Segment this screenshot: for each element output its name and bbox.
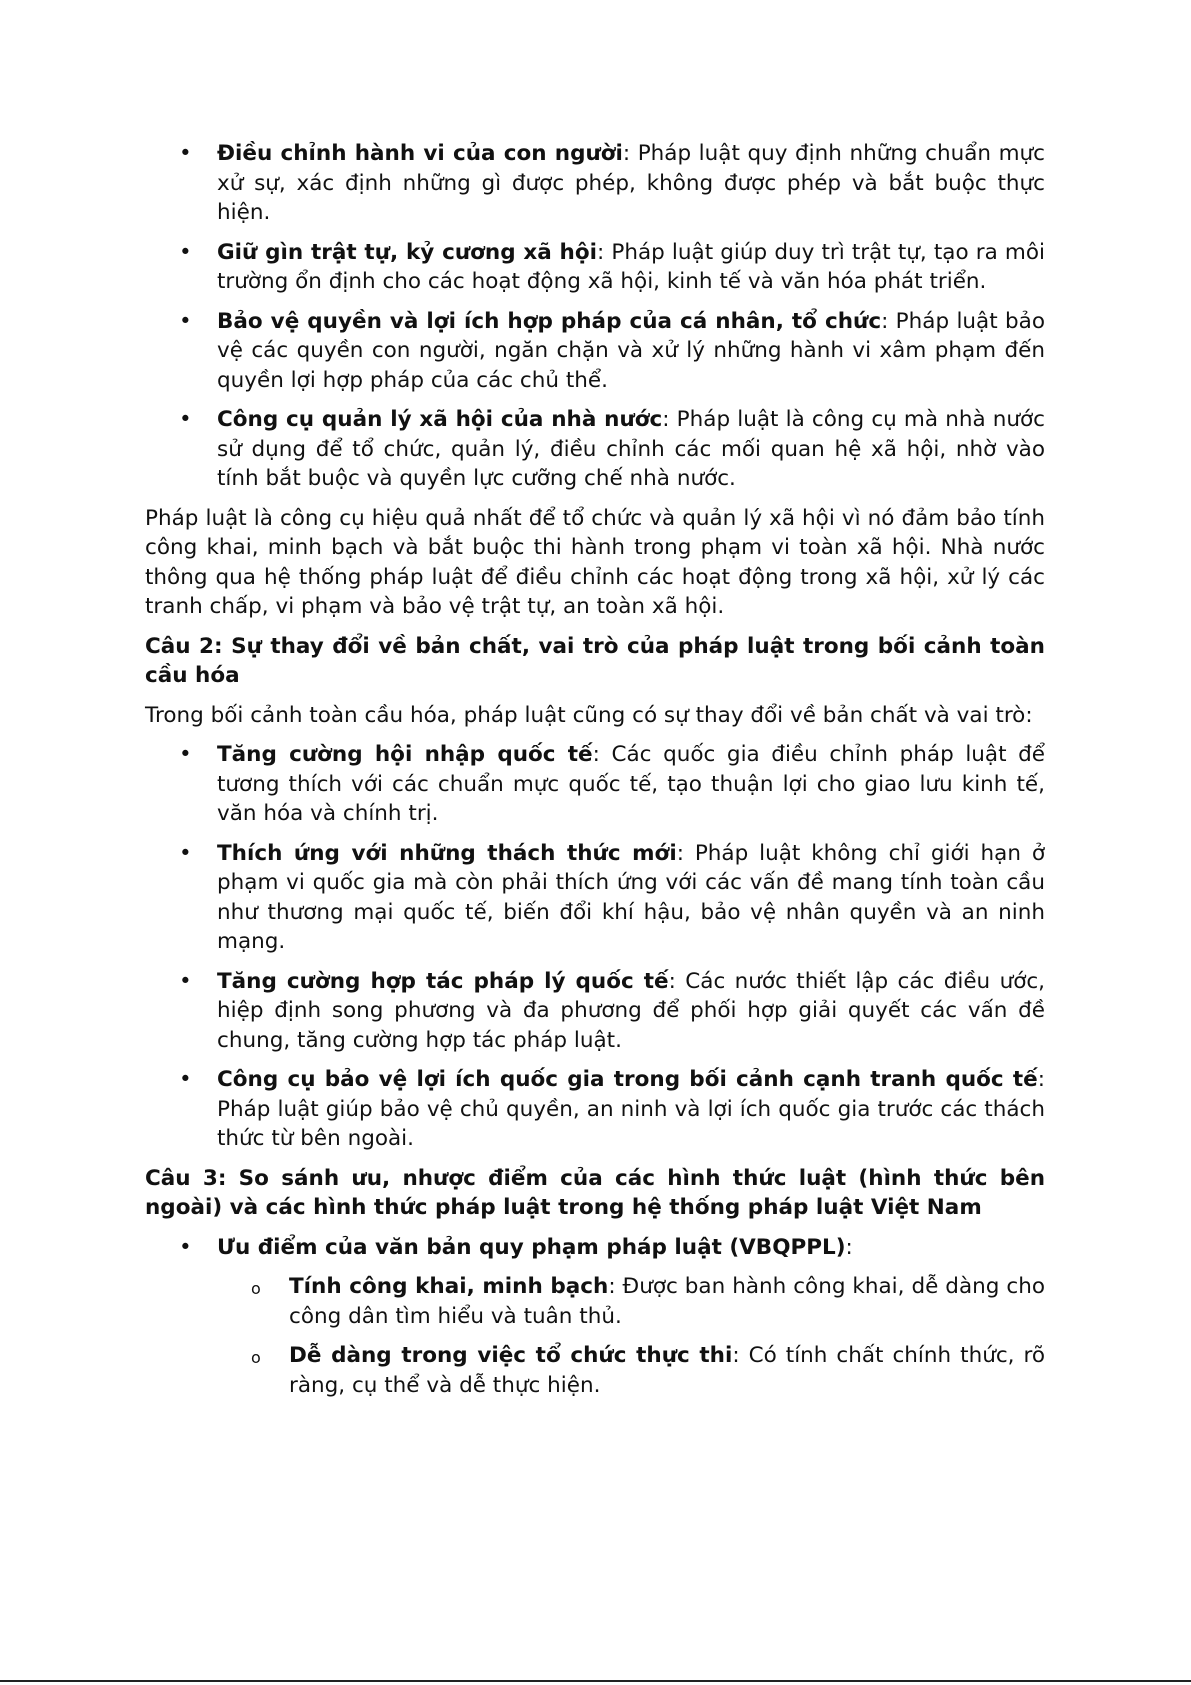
list-item (145, 238, 1045, 297)
circle-bullet-icon: o (251, 1279, 261, 1298)
item-desc: : Pháp luật giúp bảo vệ chủ quyền, an ninh và lợi ích quốc gia trước các thách thức từ bên ngoài. (217, 1067, 1045, 1151)
list-item (145, 139, 1045, 228)
bullet-icon: • (179, 1067, 192, 1092)
bullet-icon: • (179, 239, 192, 265)
item-desc: : (845, 1234, 853, 1260)
heading-question-3: Câu 3: So sánh ưu, nhược điểm của các hình thức luật (hình thức bên ngoài) và các hình thức pháp luật trong hệ thống pháp luật Việt Nam (145, 1165, 1045, 1220)
circle-bullet-icon: o (251, 1348, 261, 1367)
item-term: Tăng cường hợp tác pháp lý quốc tế (217, 968, 669, 994)
list-item (145, 1233, 1045, 1401)
list-item (145, 307, 1045, 396)
sub-list-item (217, 1272, 1045, 1331)
list-item (145, 839, 1045, 957)
list-item (145, 1065, 1045, 1154)
item-desc: : Các nước thiết lập các điều ước, hiệp định song phương và đa phương để phối hợp giải quyết các vấn đề chung, tăng cường hợp tác pháp luật. (217, 968, 1045, 1053)
heading-question-2: Câu 2: Sự thay đổi về bản chất, vai trò của pháp luật trong bối cảnh toàn cầu hóa (145, 633, 1045, 688)
item-desc: : Pháp luật bảo vệ các quyền con người, ngăn chặn và xử lý những hành vi xâm phạm đến quyền lợi hợp pháp của các chủ thể. (217, 308, 1045, 393)
advantages-list (145, 1233, 1045, 1401)
item-desc: : Pháp luật là công cụ mà nhà nước sử dụng để tổ chức, quản lý, điều chỉnh các mối quan hệ xã hội, nhờ vào tính bắt buộc và quyền lực cưỡng chế nhà nước. (217, 407, 1046, 491)
advantages-sublist (217, 1272, 1045, 1400)
item-desc: : Pháp luật quy định những chuẩn mực xử sự, xác định những gì được phép, không được phép và bắt buộc thực hiện. (217, 141, 1045, 225)
item-term: Điều chỉnh hành vi của con người (217, 141, 623, 166)
bullet-icon: • (179, 840, 192, 866)
item-term: Tăng cường hội nhập quốc tế (217, 742, 593, 767)
item-desc: : Được ban hành công khai, dễ dàng cho công dân tìm hiểu và tuân thủ. (289, 1274, 1045, 1329)
item-term: Tính công khai, minh bạch (289, 1274, 609, 1299)
sub-list-item (217, 1341, 1045, 1400)
list-item (145, 405, 1045, 494)
item-term: Dễ dàng trong việc tổ chức thực thi (289, 1343, 733, 1368)
item-desc: : Pháp luật không chỉ giới hạn ở phạm vi quốc gia mà còn phải thích ứng với các vấn đề mang tính toàn cầu như thương mại quốc tế, biến đổi khí hậu, bảo vệ nhân quyền và an ninh mạng. (217, 840, 1045, 954)
paragraph-intro-2: Trong bối cảnh toàn cầu hóa, pháp luật cũng có sự thay đổi về bản chất và vai trò: (145, 702, 1033, 728)
list-item (145, 967, 1045, 1056)
document-page (145, 139, 1045, 1410)
item-term: Bảo vệ quyền và lợi ích hợp pháp của cá nhân, tổ chức (217, 308, 882, 334)
list-item (145, 740, 1045, 829)
item-desc: : Pháp luật giúp duy trì trật tự, tạo ra môi trường ổn định cho các hoạt động xã hội, kinh tế và văn hóa phát triển. (217, 239, 1046, 294)
item-term: Thích ứng với những thách thức mới (217, 840, 677, 866)
paragraph-conclusion: Pháp luật là công cụ hiệu quả nhất để tổ chức và quản lý xã hội vì nó đảm bảo tính công khai, minh bạch và bắt buộc thi hành trong phạm vi toàn xã hội. Nhà nước thông qua hệ thống pháp luật để điều chỉnh các hoạt động trong xã hội, xử lý các tranh chấp, vi phạm và bảo vệ trật tự, an toàn xã hội. (145, 505, 1045, 619)
globalization-list (145, 740, 1045, 1154)
bullet-icon: • (179, 742, 192, 767)
page-bottom-rule (0, 1680, 1191, 1682)
bullet-icon: • (179, 1234, 192, 1260)
item-term: Công cụ bảo vệ lợi ích quốc gia trong bối cảnh cạnh tranh quốc tế (217, 1067, 1038, 1092)
bullet-icon: • (179, 968, 192, 994)
bullet-icon: • (179, 308, 192, 334)
item-term: Giữ gìn trật tự, kỷ cương xã hội (217, 239, 597, 265)
bullet-icon: • (179, 407, 192, 432)
item-term: Ưu điểm của văn bản quy phạm pháp luật (VBQPPL) (217, 1234, 846, 1260)
item-desc: : Các quốc gia điều chỉnh pháp luật để tương thích với các chuẩn mực quốc tế, tạo thuận lợi cho giao lưu kinh tế, văn hóa và chính trị. (217, 742, 1046, 826)
functions-list (145, 139, 1045, 494)
item-desc: : Có tính chất chính thức, rõ ràng, cụ thể và dễ thực hiện. (289, 1343, 1046, 1398)
bullet-icon: • (179, 141, 192, 166)
item-term: Công cụ quản lý xã hội của nhà nước (217, 407, 663, 432)
